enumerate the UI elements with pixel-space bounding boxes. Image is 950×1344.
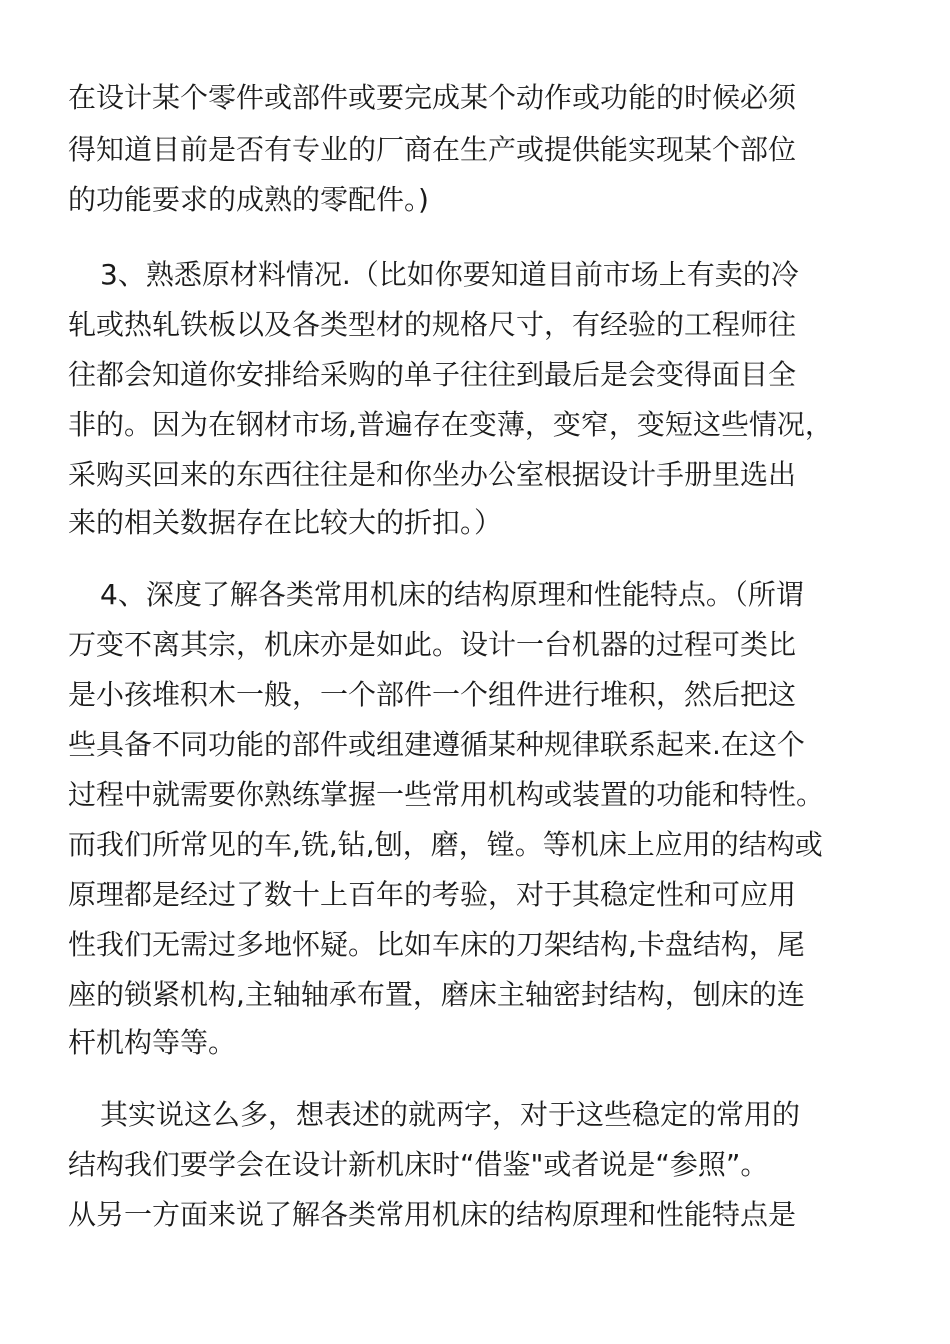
text-line: 结构我们要学会在设计新机床时“借鉴"或者说是“参照”。 bbox=[68, 1148, 769, 1181]
text-line: 来的相关数据存在比较大的折扣。） bbox=[68, 506, 503, 539]
text-line: 过程中就需要你熟练掌握一些常用机构或装置的功能和特性。 bbox=[68, 778, 825, 811]
text-line: 座的锁紧机构,主轴轴承布置，磨床主轴密封结构，刨床的连 bbox=[68, 978, 805, 1011]
text-line: 往都会知道你安排给采购的单子往往到最后是会变得面目全 bbox=[68, 358, 797, 391]
text-line: 而我们所常见的车,铣,钻,刨，磨，镗。等机床上应用的结构或 bbox=[68, 828, 823, 861]
text-line: 在设计某个零件或部件或要完成某个动作或功能的时候必须 bbox=[68, 81, 797, 114]
paragraph-5-first-line: 其实说这么多，想表述的就两字，对于这些稳定的常用的 bbox=[100, 1098, 801, 1131]
text-line: 非的。因为在钢材市场,普遍存在变薄，变窄，变短这些情况， bbox=[68, 408, 833, 441]
text-line: 原理都是经过了数十上百年的考验，对于其稳定性和可应用 bbox=[68, 878, 797, 911]
text-line: 的功能要求的成熟的零配件。) bbox=[68, 183, 429, 216]
paragraph-4-first-line: 4、深度了解各类常用机床的结构原理和性能特点。（所谓 bbox=[100, 578, 804, 611]
text-line: 性我们无需过多地怀疑。比如车床的刀架结构,卡盘结构，尾 bbox=[68, 928, 805, 961]
text-line: 杆机构等等。 bbox=[68, 1026, 237, 1059]
text-line: 些具备不同功能的部件或组建遵循某种规律联系起来.在这个 bbox=[68, 728, 805, 761]
paragraph-3-first-line: 3、熟悉原材料情况.（比如你要知道目前市场上有卖的冷 bbox=[100, 258, 799, 291]
text-line: 得知道目前是否有专业的厂商在生产或提供能实现某个部位 bbox=[68, 133, 797, 166]
text-line: 是小孩堆积木一般，一个部件一个组件进行堆积，然后把这 bbox=[68, 678, 797, 711]
text-line: 从另一方面来说了解各类常用机床的结构原理和性能特点是 bbox=[68, 1198, 797, 1231]
text-line: 采购买回来的东西往往是和你坐办公室根据设计手册里选出 bbox=[68, 458, 797, 491]
text-line: 轧或热轧铁板以及各类型材的规格尺寸，有经验的工程师往 bbox=[68, 308, 797, 341]
text-line: 万变不离其宗，机床亦是如此。设计一台机器的过程可类比 bbox=[68, 628, 797, 661]
